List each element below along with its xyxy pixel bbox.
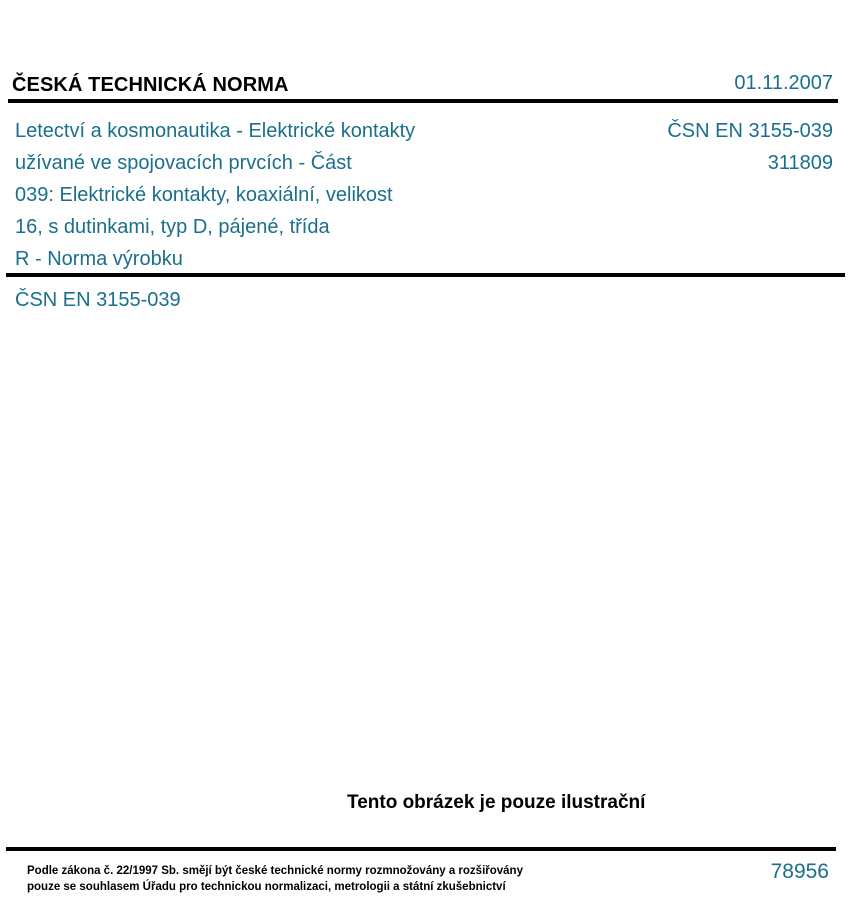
standard-title-line: 039: Elektrické kontakty, koaxiální, velikost — [15, 184, 393, 206]
standard-codes — [667, 115, 833, 179]
standard-designation: ČSN EN 3155-039 — [15, 289, 181, 311]
publication-date: 01.11.2007 — [734, 72, 833, 94]
top-divider — [8, 99, 838, 103]
bottom-divider — [6, 847, 836, 851]
class-number: 311809 — [767, 152, 833, 174]
standard-title-line: Letectví a kosmonautika - Elektrické kontakty — [15, 120, 416, 142]
standard-title — [15, 115, 475, 275]
legal-notice-line: pouze se souhlasem Úřadu pro technickou normalizaci, metrologii a státní zkušebnictví — [27, 881, 506, 893]
legal-notice-line: Podle zákona č. 22/1997 Sb. smějí být české technické normy rozmnožovány a rozšiřovány — [27, 865, 523, 877]
standard-title-line: užívané ve spojovacích prvcích - Část — [15, 152, 352, 174]
catalog-number: 78956 — [770, 860, 829, 883]
standard-title-line: 16, s dutinkami, typ D, pájené, třída — [15, 216, 330, 238]
middle-divider — [6, 273, 845, 277]
standard-code: ČSN EN 3155-039 — [667, 120, 833, 142]
legal-notice — [27, 863, 523, 895]
document-type-heading: ČESKÁ TECHNICKÁ NORMA — [12, 74, 289, 96]
standard-title-line: R - Norma výrobku — [15, 248, 183, 270]
illustration-notice: Tento obrázek je pouze ilustrační — [347, 792, 646, 813]
